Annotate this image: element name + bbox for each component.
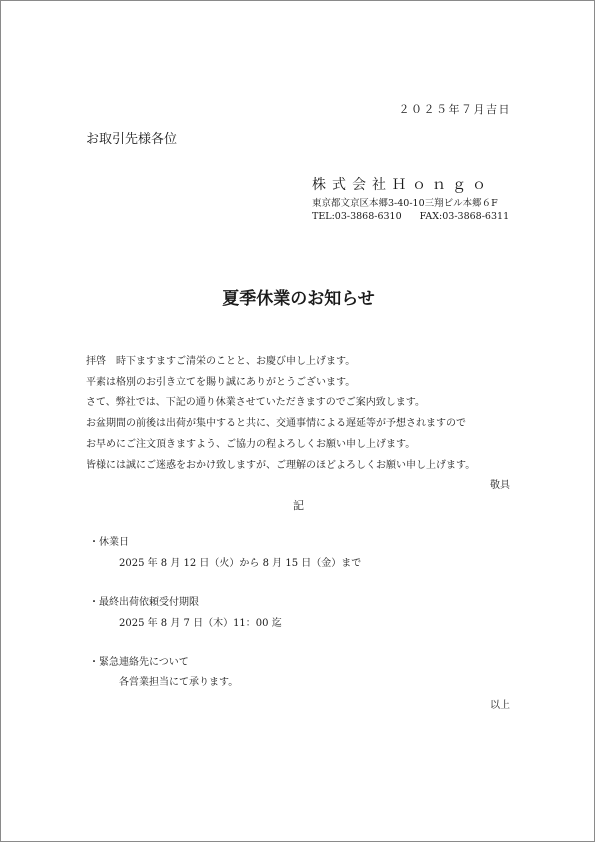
body-line-2: 平素は格別のお引き立てを賜り誠にありがとうございます。: [86, 377, 356, 388]
sender-address: 東京都文京区本郷3-40-10三翔ビル本郷６F: [312, 198, 498, 209]
body-line-1: 拝啓 時下ますますご清栄のことと、お慶び申し上げます。: [86, 356, 356, 367]
ki-marker: 記: [293, 499, 304, 512]
item-label-deadline: ・最終出荷依頼受付期限: [89, 597, 199, 608]
item-detail-holiday: 2025 年 8 月 12 日（火）から 8 月 15 日（金）まで: [119, 558, 362, 569]
body-line-3: さて、弊社では、下記の通り休業させていただきますのでご案内致します。: [86, 397, 425, 408]
item-detail-emergency: 各営業担当にて承ります。: [119, 677, 239, 688]
sender-contact: [312, 211, 509, 222]
body-line-6: 皆様には誠にご迷惑をおかけ致しますが、ご理解のほどよろしくお願い申し上げます。: [86, 460, 476, 471]
item-label-emergency: ・緊急連絡先について: [89, 657, 189, 668]
sender-company-name: 株式会社Ｈｏｎｇｏ: [312, 177, 492, 193]
sender-fax: FAX:03-3868-6311: [419, 211, 510, 222]
sender-tel: TEL:03-3868-6310: [312, 211, 402, 222]
end-ijou: 以上: [490, 700, 510, 711]
body-line-5: お早めにご注文頂きますよう、ご協力の程よろしくお願い申し上げます。: [86, 439, 416, 450]
item-detail-deadline: 2025 年 8 月 7 日（木）11：00 迄: [119, 618, 282, 629]
closing-keigu: 敬具: [490, 480, 510, 491]
issue-date: ２０２５年７月吉日: [398, 103, 511, 116]
recipient: お取引先様各位: [86, 132, 178, 147]
body-line-4: お盆期間の前後は出荷が集中すると共に、交通事情による遅延等が予想されますので: [86, 418, 466, 429]
document-title: 夏季休業のお知らせ: [222, 289, 375, 309]
item-label-holiday: ・休業日: [89, 537, 129, 548]
